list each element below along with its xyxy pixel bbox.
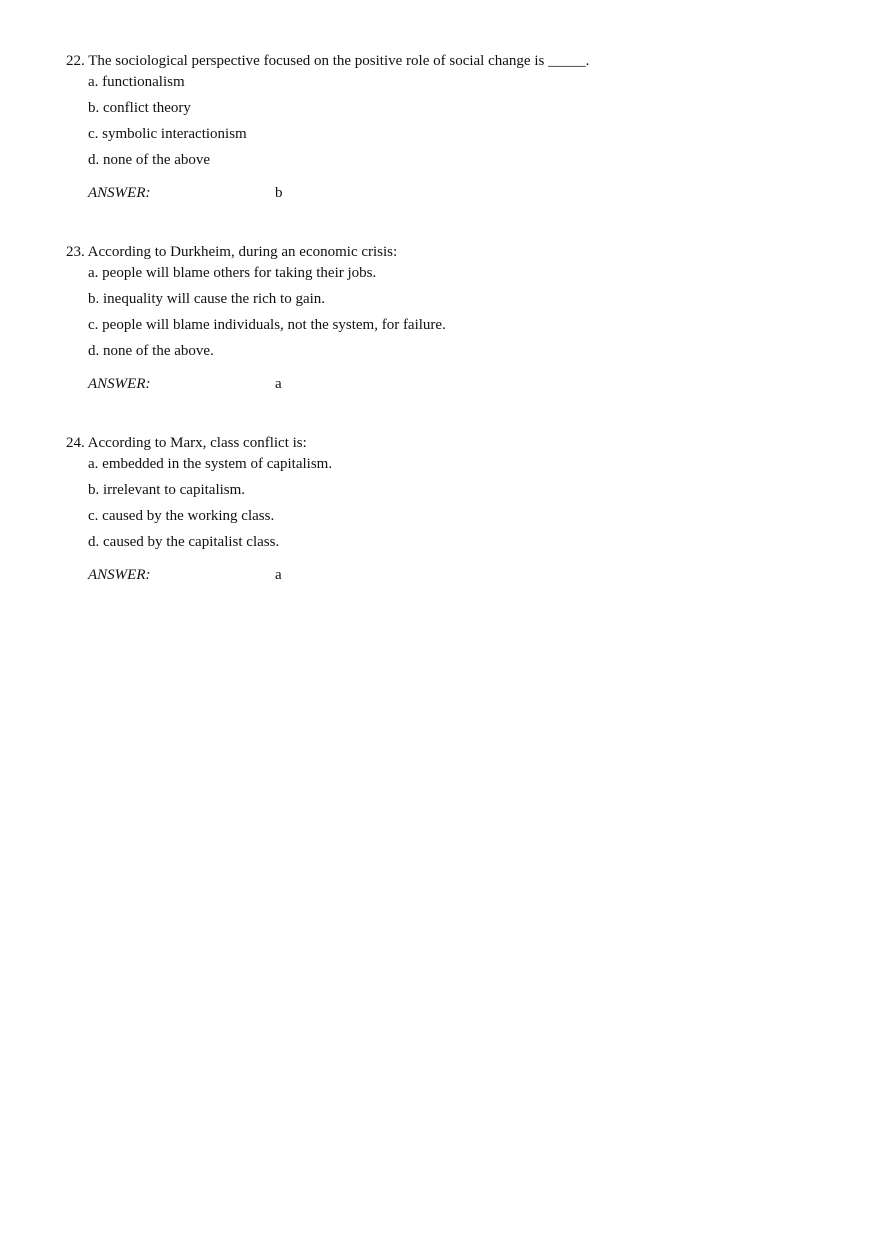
option-d: d. none of the above — [88, 152, 211, 168]
option-a: a. people will blame others for taking their jobs. — [88, 265, 377, 281]
option-b: b. inequality will cause the rich to gain. — [88, 291, 326, 307]
option-c: c. symbolic interactionism — [88, 126, 247, 142]
answer-label: ANSWER: — [88, 185, 151, 201]
option-a: a. functionalism — [88, 74, 185, 90]
option-c: c. people will blame individuals, not the system, for failure. — [88, 317, 446, 333]
option-b: b. conflict theory — [88, 100, 191, 116]
question-23 — [66, 242, 826, 394]
question-stem: 24. According to Marx, class conflict is: — [66, 435, 307, 451]
option-c: c. caused by the working class. — [88, 508, 275, 524]
answer-row — [88, 565, 826, 585]
question-24 — [66, 433, 826, 585]
answer-value: b — [275, 185, 283, 201]
option-d: d. caused by the capitalist class. — [88, 534, 280, 550]
question-stem: 22. The sociological perspective focused on the positive role of social change is _____. — [66, 53, 590, 69]
answer-value: a — [275, 567, 282, 583]
question-stem: 23. According to Durkheim, during an economic crisis: — [66, 244, 398, 260]
answer-row — [88, 183, 826, 203]
answer-value: a — [275, 376, 282, 392]
answer-label: ANSWER: — [88, 567, 151, 583]
option-d: d. none of the above. — [88, 343, 214, 359]
question-22 — [66, 51, 826, 203]
option-a: a. embedded in the system of capitalism. — [88, 456, 333, 472]
option-b: b. irrelevant to capitalism. — [88, 482, 246, 498]
answer-row — [88, 374, 826, 394]
answer-label: ANSWER: — [88, 376, 151, 392]
